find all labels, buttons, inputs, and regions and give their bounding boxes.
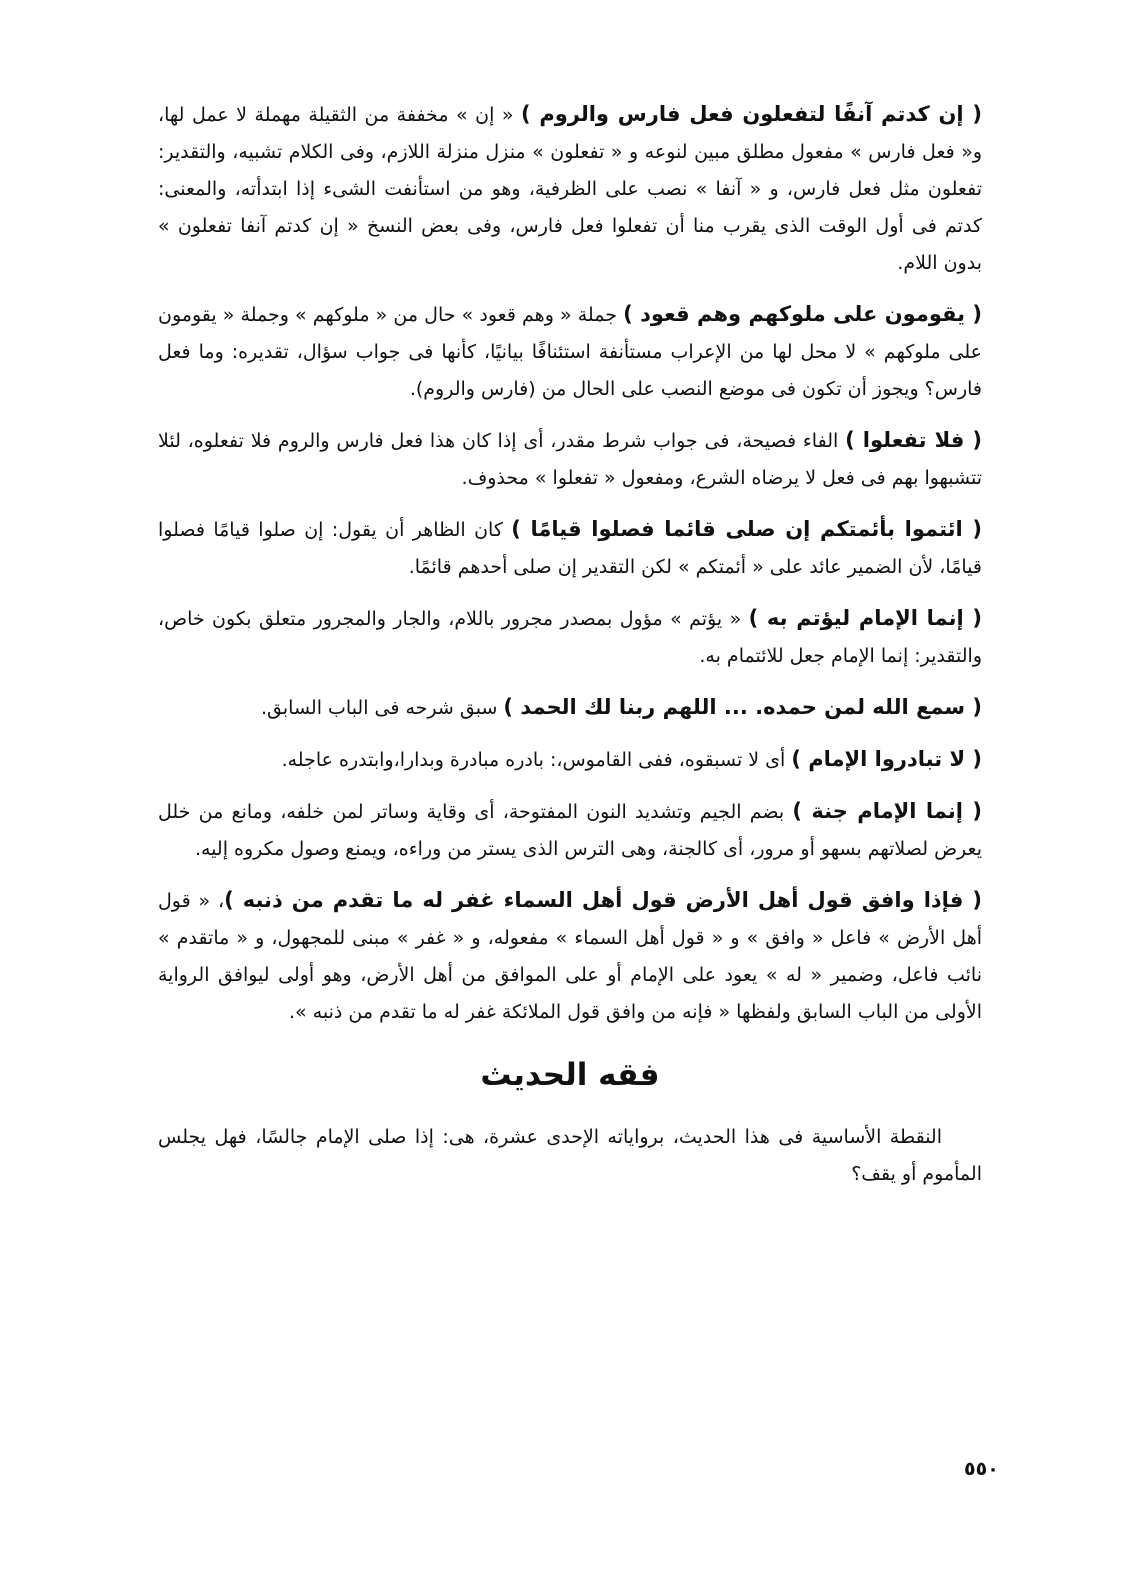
paragraph-body: « يؤتم » مؤول بمصدر مجرور باللام، والجار والمجرور متعلق بكون خاص، والتقدير: إنما الإمام جعل للائتمام به. <box>158 608 982 667</box>
paragraph-heading: ( إنما الإمام ليؤتم به ) <box>748 606 982 630</box>
paragraph-2 <box>158 296 982 408</box>
page-number: ٥٥٠ <box>964 1458 999 1480</box>
paragraph-body: بضم الجيم وتشديد النون المفتوحة، أى وقاية وساتر لمن خلفه، ومانع من خلل يعرض لصلاتهم بسهو أو مرور، أى كالجنة، وهى الترس الذى يستر من وراءه، ويمنع وصول مكروه إليه. <box>158 801 982 860</box>
paragraph-heading: ( إنما الإمام جنة ) <box>792 799 983 823</box>
paragraph-body: أى لا تسبقوه، ففى القاموس،: بادره مبادرة وبدارا،وابتدره عاجله. <box>281 749 792 771</box>
paragraph-body: كان الظاهر أن يقول: إن صلوا قيامًا فصلوا قيامًا، لأن الضمير عائد على « أئمتكم » لكن التقدير إن صلى أحدهم قائمًا. <box>158 519 982 578</box>
section-title: فقه الحديث <box>480 1057 660 1093</box>
paragraph-heading: ( فإذا وافق قول أهل الأرض قول أهل السماء غفر له ما تقدم من ذنبه ) <box>224 888 982 912</box>
page-content <box>158 96 982 1207</box>
closing-paragraph: النقطة الأساسية فى هذا الحديث، برواياته الإحدى عشرة، هى: إذا صلى الإمام جالسًا، فهل يجلس المأموم أو يقف؟ <box>158 1126 982 1185</box>
paragraph-3 <box>158 422 982 497</box>
paragraph-heading: ( فلا تفعلوا ) <box>845 428 982 452</box>
paragraph-body: « إن » مخففة من الثقيلة مهملة لا عمل لها، و« فعل فارس » مفعول مطلق مبين لنوعه و « تفعلون » منزل منزلة اللازم، وفى الكلام تشبيه، والتقدير: تفعلون مثل فعل فارس، و « آنفا » نصب على الظرفية، وهو من استأنفت الشىء إذا ابتدأته، والمعنى: كدتم فى أول الوقت الذى يقرب منا أن تفعلوا فعل فارس، وفى بعض النسخ « إن كدتم آنفا تفعلون » بدون اللام. <box>158 104 982 274</box>
paragraph-7 <box>158 741 982 779</box>
paragraph-body: سبق شرحه فى الباب السابق. <box>261 697 504 719</box>
paragraph-9 <box>158 882 982 1031</box>
paragraph-body: جملة « وهم قعود » حال من « ملوكهم » وجملة « يقومون على ملوكهم » لا محل لها من الإعراب مستأنفة استئنافًا بيانيًا، كأنها فى جواب سؤال، تقديره: وما فعل فارس؟ ويجوز أن تكون فى موضع النصب على الحال من (فارس والروم). <box>158 304 982 400</box>
paragraph-8 <box>158 793 982 868</box>
paragraph-heading: ( سمع الله لمن حمده. ... اللهم ربنا لك الحمد ) <box>503 695 982 719</box>
paragraph-heading: ( لا تبادروا الإمام ) <box>791 747 982 771</box>
paragraph-heading: ( يقومون على ملوكهم وهم قعود ) <box>623 302 982 326</box>
paragraph-heading: ( إن كدتم آنفًا لتفعلون فعل فارس والروم ) <box>520 102 982 126</box>
paragraph-heading: ( ائتموا بأئمتكم إن صلى قائما فصلوا قيامًا ) <box>511 517 982 541</box>
paragraph-body: الفاء فصيحة، فى جواب شرط مقدر، أى إذا كان هذا فعل فارس والروم فلا تفعلوه، لئلا تتشبهوا بهم فى فعل لا يرضاه الشرع، ومفعول « تفعلوا » محذوف. <box>158 430 982 489</box>
paragraph-1 <box>158 96 982 282</box>
paragraph-4 <box>158 511 982 586</box>
paragraph-body: ، « قول أهل الأرض » فاعل « وافق » و « قول أهل السماء » مفعوله، و « غفر » مبنى للمجهول، و « ماتقدم » نائب فاعل، وضمير « له » يعود على الإمام أو على الموافق من أهل الأرض، وهو أولى ليوافق الرواية الأولى من الباب السابق ولفظها « فإنه من وافق قول الملائكة غفر له ما تقدم من ذنبه ». <box>158 890 982 1023</box>
paragraph-5 <box>158 600 982 675</box>
paragraph-6 <box>158 689 982 727</box>
